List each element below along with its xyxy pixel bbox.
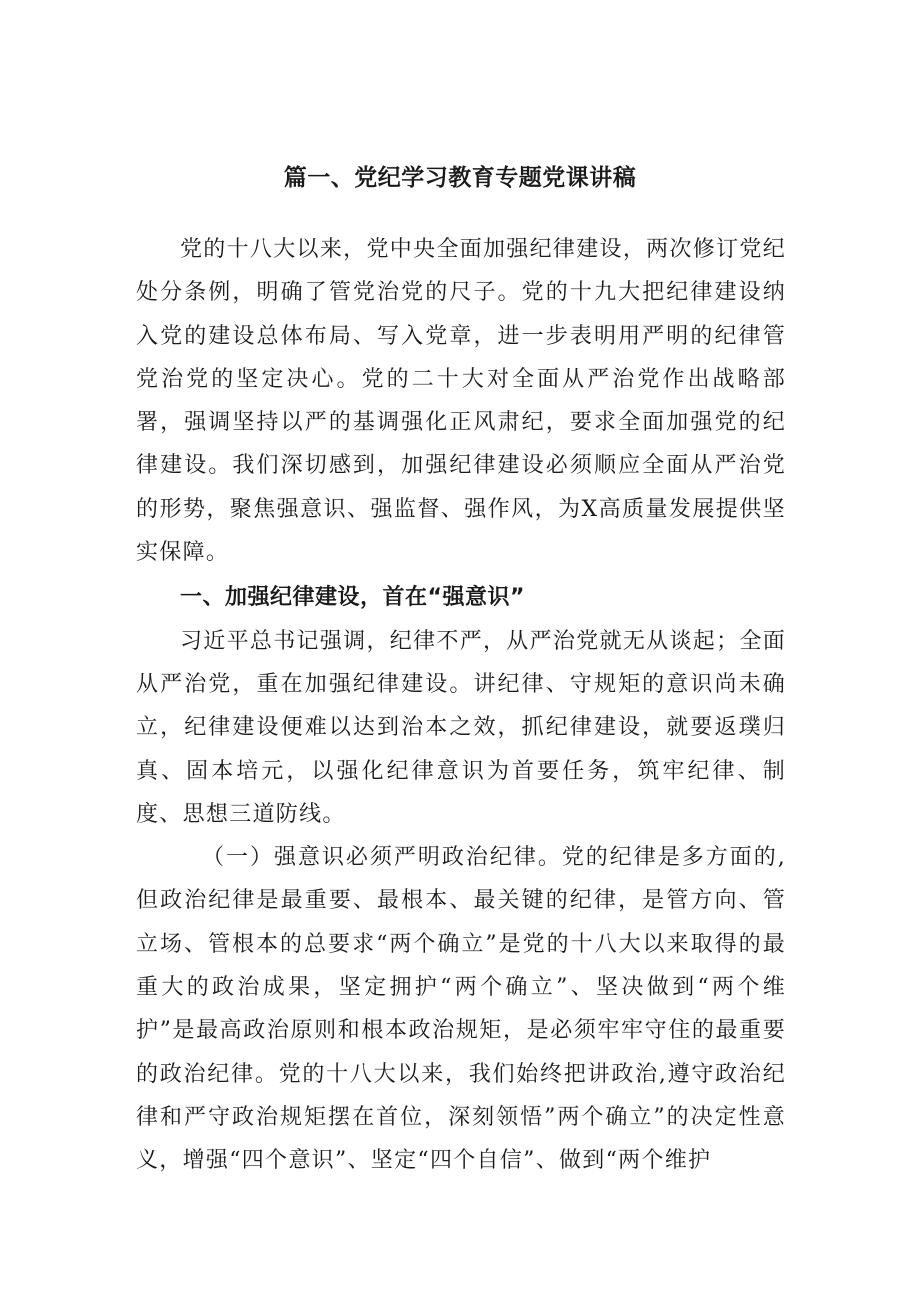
subsection-paragraph: （一）强意识必须严明政治纪律。党的纪律是多方面的,但政治纪律是最重要、最根本、最关键的纪律，是管方向、管立场、管根本的总要求“两个确立”是党的十八大以来取得的最重大的政治成果，坚定拥护“两个确立”、坚决做到“两个维护”是最高政治原则和根本政治规矩，是必须牢牢守住的最重要的政治纪律。党的十八大以来，我们始终把讲政治,遵守政治纪律和严守政治规矩摆在首位，深刻领悟”两个确立”的决定性意义，增强“四个意识”、坚定“四个自信”、做到“两个维护: [136, 845, 786, 1174]
intro-paragraph: 党的十八大以来，党中央全面加强纪律建设，两次修订党纪处分条例，明确了管党治党的尺子。党的十九大把纪律建设纳入党的建设总体布局、写入党章，进一步表明用严明的纪律管党治党的坚定决心。党的二十大对全面从严治党作出战略部署，强调坚持以严的基调强化正风肃纪，要求全面加强党的纪律建设。我们深切感到，加强纪律建设必须顺应全面从严治党的形势，聚焦强意识、强监督、强作风，为X高质量发展提供坚实保障。: [136, 237, 786, 566]
document-body: [136, 228, 786, 1183]
document-title: 篇一、党纪学习教育专题党课讲稿: [283, 165, 637, 191]
section-heading: 一、加强纪律建设，首在“强意识”: [180, 585, 525, 611]
section-paragraph: 习近平总书记强调，纪律不严，从严治党就无从谈起；全面从严治党，重在加强纪律建设。讲纪律、守规矩的意识尚未确立，纪律建设便难以达到治本之效，抓纪律建设，就要返璞归真、固本培元，以强化纪律意识为首要任务，筑牢纪律、制度、思想三道防线。: [136, 628, 786, 827]
